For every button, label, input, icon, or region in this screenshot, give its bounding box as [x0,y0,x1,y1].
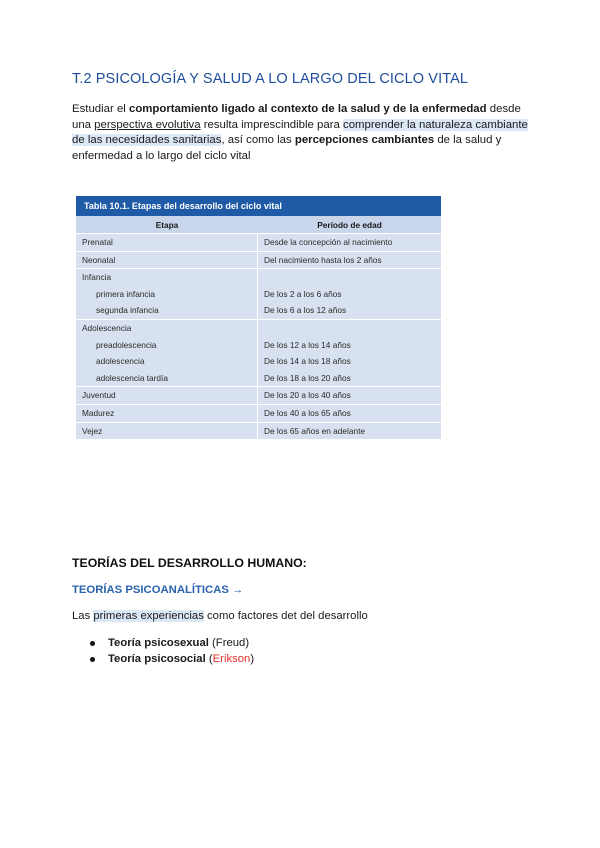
age-cell: Del nacimiento hasta los 2 años [264,254,382,265]
table-header [76,216,441,233]
age-cell [264,320,435,337]
header-age: Período de edad [317,219,382,230]
intro-text: Estudiar el [72,103,129,115]
intro-text: , así como las [221,134,295,146]
para-highlight: primeras experiencias [93,610,204,622]
bullet-icon [90,657,95,662]
stage-cell: segunda infancia [96,305,159,316]
author-name: Freud [215,637,246,649]
intro-text: desde una [72,103,521,131]
para-text: como factores det del desarrollo [203,610,368,622]
life-cycle-table [76,196,441,439]
intro-text: de la salud y enfermedad a lo largo del ciclo vital [72,134,502,162]
stage-cell: Madurez [82,407,115,418]
age-cell: De los 65 años en adelante [264,425,366,436]
paren: ) [250,652,255,665]
list-item [90,636,254,652]
stage-cell: Prenatal [82,237,113,247]
paren: ( [205,652,213,665]
table-row [76,233,441,251]
page-title: T.2 PSICOLOGÍA Y SALUD A LO LARGO DEL CICLO VITAL [72,71,469,87]
bullet-icon [90,641,95,646]
table-row [76,268,441,319]
theory-list [90,636,254,667]
theory-name: Teoría psicosocial [108,652,206,665]
paren: ) [245,637,250,649]
intro-highlight: comprender la naturaleza cambiante de las necesidades sanitarias [72,118,528,146]
stage-cell: Neonatal [82,254,116,265]
table-body [76,233,441,439]
intro-bold-2: percepciones cambiantes [294,134,435,146]
stage-cell: adolescencia [96,356,145,367]
stage-cell: Juventud [82,390,116,401]
stage-cell: adolescencia tardía [96,372,168,383]
intro-bold-1: comportamiento ligado al contexto de la salud y de la enfermedad [128,103,487,115]
section-subheading: TEORÍAS PSICOANALÍTICAS → [72,584,244,596]
stage-cell: preadolescencia [96,339,157,350]
paren: ( [208,637,216,649]
age-cell: De los 12 a los 14 años [264,339,351,350]
table-row [76,251,441,269]
age-cell: Desde la concepción al nacimiento [264,237,393,247]
stage-cell: primera infancia [96,288,156,299]
table-row [76,386,441,404]
stage-cell: Infancia [82,272,112,283]
stage-cell: Adolescencia [82,322,132,333]
header-stage: Etapa [155,219,179,230]
para-text: Las [72,610,94,622]
table-caption: Tabla 10.1. Etapas del desarrollo del ciclo vital [76,196,441,216]
age-cell: De los 18 a los 20 años [264,372,351,383]
section-paragraph [72,610,368,622]
age-cell [264,269,435,286]
table-row [76,404,441,422]
age-cell: De los 6 a los 12 años [264,305,347,316]
author-name: Erikson [212,652,251,665]
intro-paragraph [72,102,532,164]
intro-text: resulta imprescindible para [200,118,343,131]
age-cell: De los 14 a los 18 años [264,356,351,367]
list-item [90,652,254,668]
theory-name: Teoría psicosexual [108,637,209,649]
stage-cell: Vejez [82,425,103,436]
section-heading: TEORÍAS DEL DESARROLLO HUMANO: [72,556,307,570]
intro-underline: perspectiva evolutiva [94,118,201,131]
age-cell: De los 20 a los 40 años [264,390,351,401]
age-cell: De los 2 a los 6 años [264,288,342,299]
age-cell: De los 40 a los 65 años [264,407,351,418]
table-row [76,319,441,386]
table-row [76,422,441,440]
